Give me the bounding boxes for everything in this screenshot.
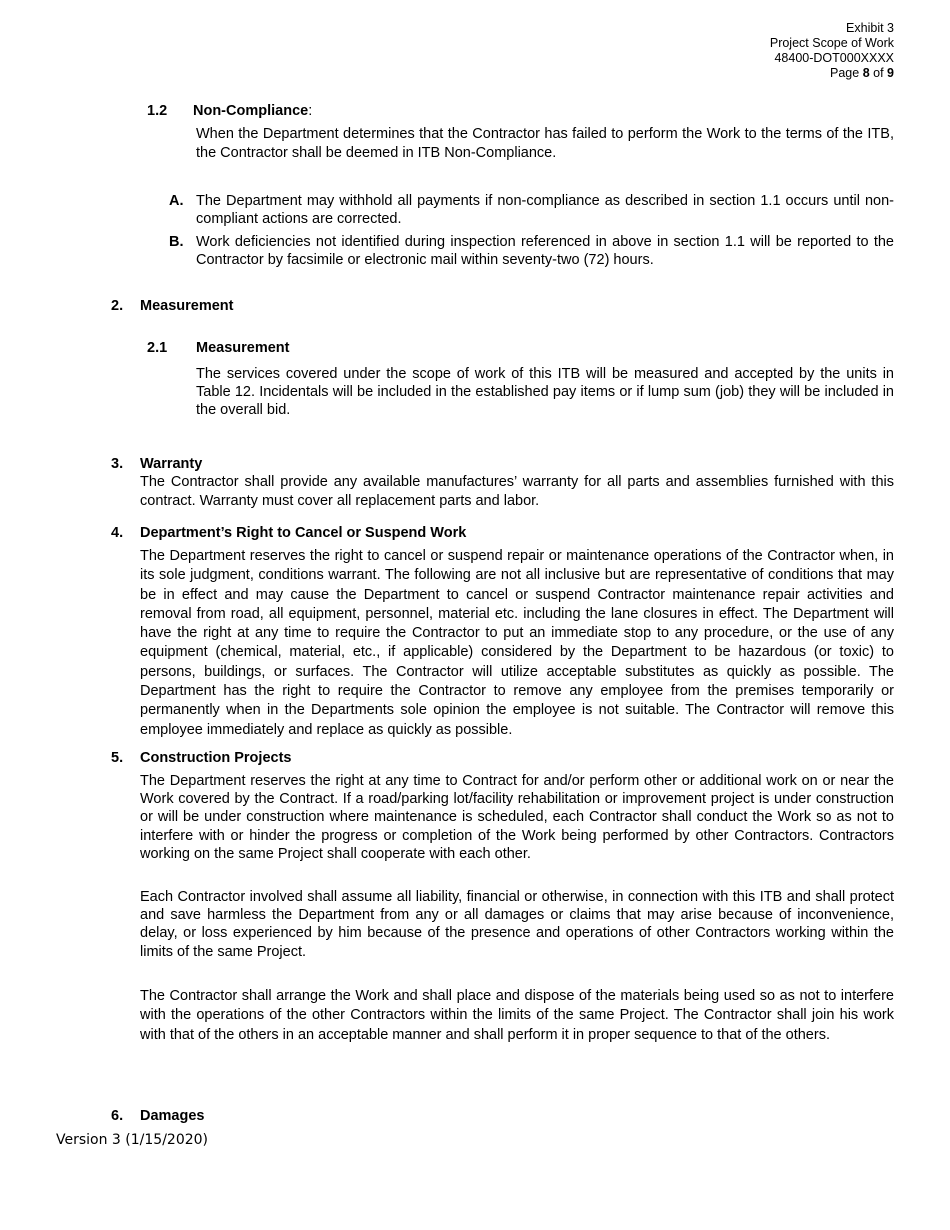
exhibit-label: Exhibit 3 [846,21,894,35]
section-1-2-number: 1.2 [147,103,168,119]
item-a-text: The Department may withhold all payments if non-compliance as described in section 1.1 occurs until non-compliant actions are corrected. [196,193,894,227]
section-4-text: The Department reserves the right to cancel or suspend repair or maintenance operations of the Contractor when, in its sole judgment, conditions warrant. The following are not all inclusive but are representative of conditions that may be in effect and may cause the Department to cancel or suspend Contractor maintenance repair activities and removal from road, all equipment, personnel, material etc. including the lane closures in effect. The Department will have the right at any time to require the Contractor to put an immediate stop to any procedure, or the use of any equipment (chemical, material, etc., if applicable) considered by the Department to be hazardous (or toxic) to persons, buildings, or surfaces. The Contractor will utilize acceptable substitutes as quickly as possible. The Department has the right to require the Contractor to remove any employee from the premises temporarily or permanently when in the Departments sole opinion the employee is not suitable. The Contractor will remove this employee immediately and replace as quickly as possible. [140,548,894,738]
item-b-text: Work deficiencies not identified during inspection referenced in above in section 1.1 will be reported to the Contractor by facsimile or electronic mail within seventy-two (72) hours. [196,234,894,268]
section-1-2-text: When the Department determines that the Contractor has failed to perform the Work to the terms of the ITB, the Contractor shall be deemed in ITB Non-Compliance. [196,126,894,162]
section-4-title: Department’s Right to Cancel or Suspend Work [140,525,467,541]
section-4-number: 4. [111,525,124,541]
item-a-letter: A. [169,193,184,209]
section-1-2-title: Non-Compliance [193,103,309,119]
page-current: 8 [862,66,870,80]
section-2-1-title: Measurement [196,340,290,356]
section-1-2-heading [193,102,312,121]
contract-number: 48400-DOT000XXXX [774,51,894,65]
page-number [770,66,894,81]
section-6-title: Damages [140,1108,205,1124]
section-3-number: 3. [111,456,124,472]
page-header [770,21,894,81]
page-word: Page [830,66,860,80]
section-3-text: The Contractor shall provide any available manufactures’ warranty for all parts and assemblies furnished with this contract. Warranty must cover all replacement parts and labor. [140,474,894,510]
section-2-number: 2. [111,298,124,314]
section-2-1-number: 2.1 [147,340,168,356]
section-6-number: 6. [111,1108,124,1124]
section-3-title: Warranty [140,456,203,472]
version-footer: Version 3 (1/15/2020) [56,1132,208,1148]
section-5-paragraph-3: The Contractor shall arrange the Work and shall place and dispose of the materials being used so as not to interfere with the operations of the other Contractors within the limits of the same Project. The Contractor shall join his work with that of the others in an acceptable manner and shall perform it in proper sequence to that of the others. [140,988,894,1043]
section-1-2-colon: : [308,103,313,119]
section-5-title: Construction Projects [140,750,292,766]
section-2-1-text: The services covered under the scope of work of this ITB will be measured and accepted by the units in Table 12. Incidentals will be included in the established pay items or if lump sum (job) they will be included in the overall bid. [196,366,894,418]
page-total: 9 [887,66,894,80]
document-title: Project Scope of Work [769,36,894,50]
item-b-letter: B. [169,234,184,250]
section-2-title: Measurement [140,298,234,314]
section-5-number: 5. [111,750,124,766]
section-5-paragraph-1: The Department reserves the right at any time to Contract for and/or perform other or additional work on or near the Work covered by the Contract. If a road/parking lot/facility rehabilitation or improvement project is under construction or will be under construction where maintenance is scheduled, each Contractor shall conduct the Work so as not to interfere with or hinder the progress or completion of the Work being performed by other Contractors. Contractors working on the same Project shall cooperate with each other. [140,773,894,862]
section-5-paragraph-2: Each Contractor involved shall assume all liability, financial or otherwise, in connection with this ITB and shall protect and save harmless the Department from any or all damages or claims that may arise because of inconvenience, delay, or loss experienced by him because of the presence and operations of other Contractors working within the limits of the same Project. [140,889,894,960]
page-of: of [873,66,884,80]
